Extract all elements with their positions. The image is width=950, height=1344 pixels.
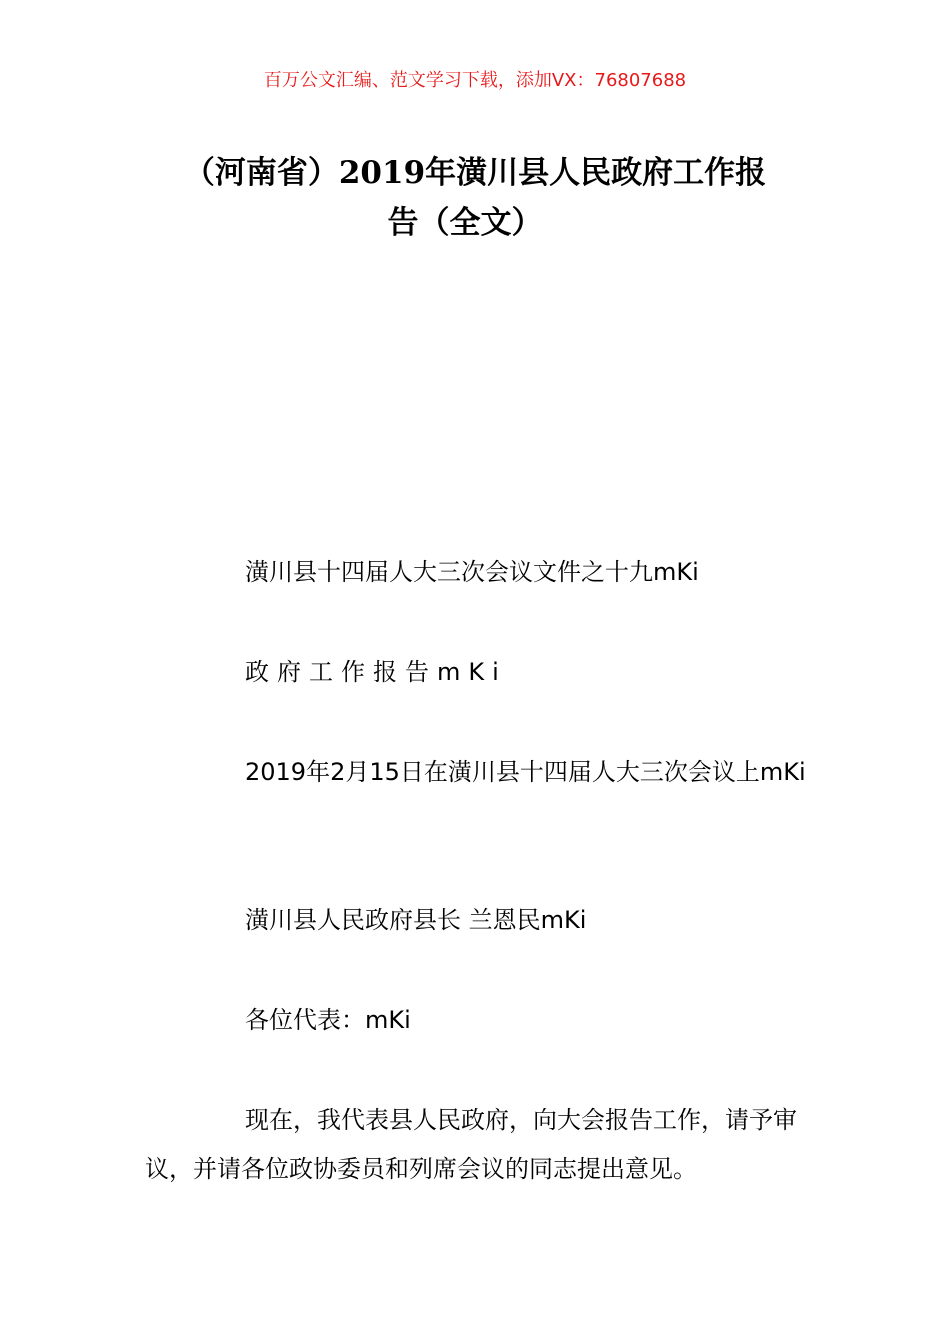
title-line-2: 告（全文）	[387, 205, 543, 241]
opening-paragraph: 现在，我代表县人民政府，向大会报告工作，请予审议，并请各位政协委员和列席会议的同志提出意见。	[145, 1106, 797, 1183]
speaker-line: 潢川县人民政府县长 兰恩民mKi	[245, 906, 587, 934]
title-line-1: （河南省）2019年潢川县人民政府工作报	[183, 155, 767, 191]
banner-text: 百万公文汇编、范文学习下载，添加VX：76807688	[263, 70, 687, 91]
report-heading: 政府工作报告mKi	[245, 658, 507, 686]
salutation: 各位代表：mKi	[245, 1006, 411, 1034]
header-banner	[0, 68, 950, 94]
report-date-line: 2019年2月15日在潢川县十四届人大三次会议上mKi	[245, 758, 806, 786]
meeting-document-label: 潢川县十四届人大三次会议文件之十九mKi	[245, 558, 699, 586]
document-title	[145, 148, 805, 248]
